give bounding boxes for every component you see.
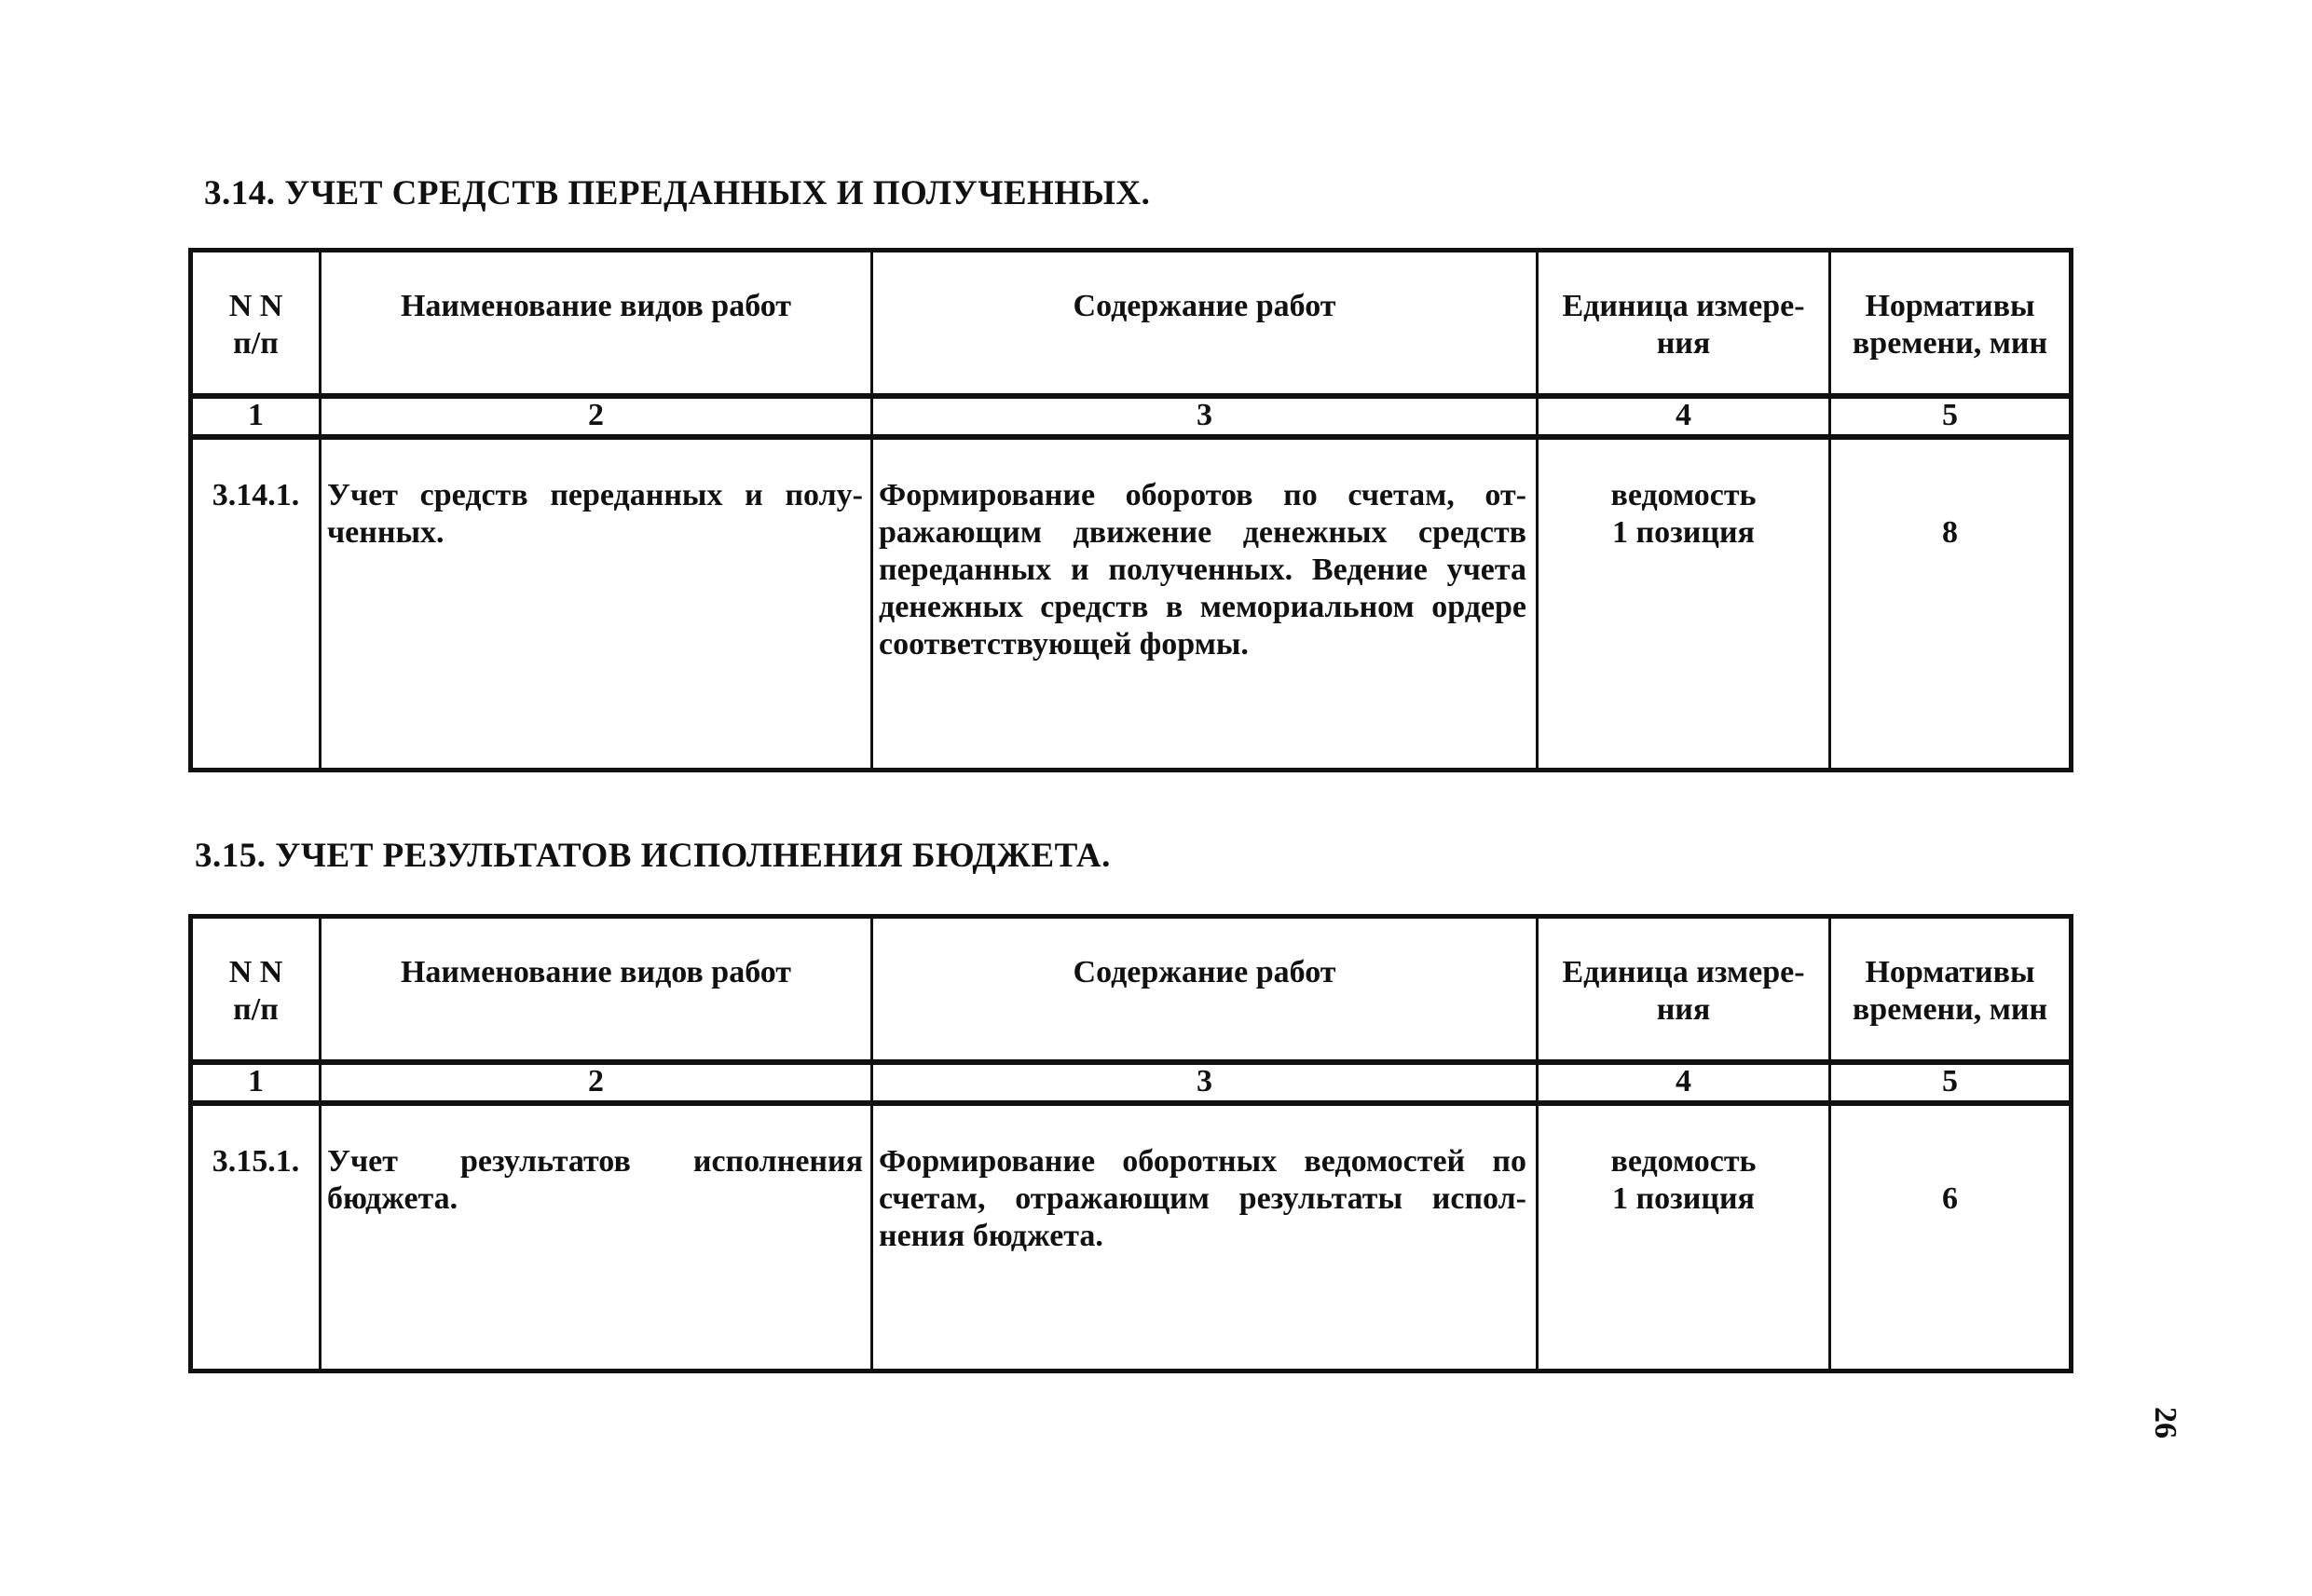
header-text: ния bbox=[1656, 992, 1711, 1027]
column-number-row bbox=[191, 396, 2072, 437]
header-text: Единица измере- bbox=[1562, 955, 1805, 989]
header-cell-time-norm bbox=[1830, 917, 2072, 1062]
page-number: 26 bbox=[2148, 1407, 2182, 1439]
unit-of-measure bbox=[1538, 1103, 1830, 1371]
unit-of-measure bbox=[1538, 437, 1830, 771]
header-cell-unit bbox=[1538, 251, 1830, 396]
header-cell-work-name bbox=[321, 917, 872, 1062]
unit-line: ведомость bbox=[1610, 1143, 1757, 1179]
norms-table-3-14 bbox=[188, 248, 2073, 772]
table-header-row bbox=[191, 917, 2072, 1062]
section-title-3-14: 3.14. УЧЕТ СРЕДСТВ ПЕРЕДАННЫХ И ПОЛУЧЕННЫХ. bbox=[204, 174, 1151, 212]
work-name: Учет средств переданных и полу-ченных. bbox=[321, 437, 872, 771]
table-row bbox=[191, 437, 2072, 771]
column-number: 3 bbox=[872, 396, 1538, 437]
header-cell-work-content bbox=[872, 917, 1538, 1062]
column-number: 2 bbox=[321, 396, 872, 437]
header-cell-time-norm bbox=[1830, 251, 2072, 396]
header-cell-work-content bbox=[872, 251, 1538, 396]
header-text: п/п bbox=[233, 326, 279, 361]
column-number-row bbox=[191, 1062, 2072, 1103]
header-cell-unit bbox=[1538, 917, 1830, 1062]
header-text: времени, мин bbox=[1852, 992, 2048, 1027]
unit-line: 1 позиция bbox=[1612, 514, 1755, 550]
row-number: 3.15.1. bbox=[191, 1103, 321, 1371]
header-cell-work-name bbox=[321, 251, 872, 396]
table-header-row bbox=[191, 251, 2072, 396]
header-text: Нормативы bbox=[1865, 289, 2035, 323]
header-text: Наименование видов работ bbox=[400, 289, 792, 323]
column-number: 2 bbox=[321, 1062, 872, 1103]
header-text: ния bbox=[1656, 326, 1711, 361]
work-content: Формирование оборотных ведомостей по счетам, отражающим результаты испол-нения бюджета. bbox=[872, 1103, 1538, 1371]
section-title-3-15: 3.15. УЧЕТ РЕЗУЛЬТАТОВ ИСПОЛНЕНИЯ БЮДЖЕТА. bbox=[195, 837, 1111, 875]
table-row bbox=[191, 1103, 2072, 1371]
header-text: N N bbox=[228, 289, 283, 323]
norms-table-3-15 bbox=[188, 914, 2073, 1373]
column-number: 4 bbox=[1538, 1062, 1830, 1103]
header-text: п/п bbox=[233, 992, 279, 1027]
header-text: Единица измере- bbox=[1562, 289, 1805, 323]
header-text: N N bbox=[228, 955, 283, 989]
header-text: Наименование видов работ bbox=[400, 955, 792, 989]
header-cell-number bbox=[191, 251, 321, 396]
time-norm: 6 bbox=[1830, 1103, 2072, 1371]
column-number: 3 bbox=[872, 1062, 1538, 1103]
work-content: Формирование оборотов по счетам, от-ражающим движение денежных средств переданных и полученных. Ведение учета денежных средств в мемориальном ордере соответствующей формы. bbox=[872, 437, 1538, 771]
column-number: 5 bbox=[1830, 396, 2072, 437]
unit-line: ведомость bbox=[1610, 477, 1757, 512]
work-name: Учет результатов исполнения бюджета. bbox=[321, 1103, 872, 1371]
column-number: 1 bbox=[191, 396, 321, 437]
header-text: Содержание работ bbox=[1073, 289, 1336, 323]
row-number: 3.14.1. bbox=[191, 437, 321, 771]
header-text: времени, мин bbox=[1852, 326, 2048, 361]
column-number: 1 bbox=[191, 1062, 321, 1103]
column-number: 4 bbox=[1538, 396, 1830, 437]
header-text: Нормативы bbox=[1865, 955, 2035, 989]
header-text: Содержание работ bbox=[1073, 955, 1336, 989]
unit-line: 1 позиция bbox=[1612, 1180, 1755, 1216]
time-norm: 8 bbox=[1830, 437, 2072, 771]
header-cell-number bbox=[191, 917, 321, 1062]
column-number: 5 bbox=[1830, 1062, 2072, 1103]
